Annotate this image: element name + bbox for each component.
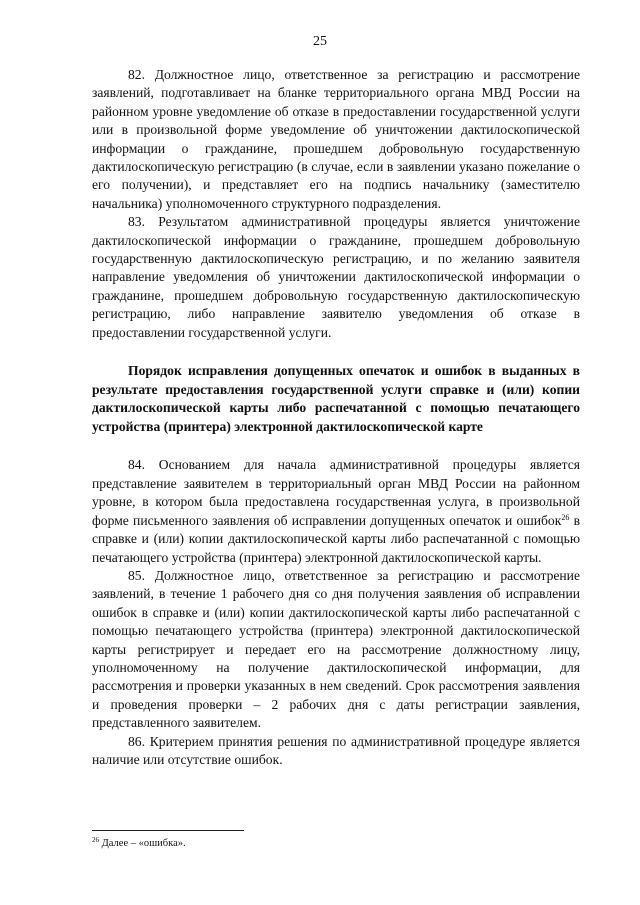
footnote-marker: 26	[92, 836, 99, 844]
footnote-separator	[92, 830, 244, 831]
paragraph-84	[92, 456, 580, 566]
paragraph-85: 85. Должностное лицо, ответственное за регистрацию и рассмотрение заявлений, в течение 1 рабочего дня со дня получения заявления об исправлении ошибок в справке и (или) копии дактилоскопической карты либо распечатанной с помощью печатающего устройства (принтера) электронной дактилоскопической карты регистрирует и передает его на рассмотрение должностному лицу, уполномоченному на получение дактилоскопической информации, для рассмотрения и проверки указанных в нем сведений. Срок рассмотрения заявления и проведения проверки – 2 рабочих дня с даты регистрации заявления, представленного заявителем.	[92, 567, 580, 731]
page-number: 25	[313, 34, 327, 49]
footnote-reference: 26	[561, 512, 570, 522]
footnote-text: Далее – «ошибка».	[99, 838, 186, 849]
paragraph-84-text-end: в справке и (или) копии дактилоскопической карты либо распечатанной с помощью печатающего устройства (принтера) электронной дактилоскопической карты.	[92, 512, 580, 565]
footnote	[92, 838, 580, 849]
paragraph-84-text-start: 84. Основанием для начала административной процедуры является представление заявителем в территориальный орган МВД России на районном уровне, в котором была предоставлена государственная услуга, в произвольной форме письменного заявления об исправлении допущенных опечаток и ошибок	[92, 457, 580, 528]
body-text	[92, 66, 580, 769]
paragraph-82: 82. Должностное лицо, ответственное за регистрацию и рассмотрение заявлений, подготавливает на бланке территориального органа МВД России на районном уровне уведомление об отказе в предоставлении государственной услуги или в произвольной форме уведомление об уничтожении дактилоскопической информации о гражданине, прошедшем добровольную государственную дактилоскопическую регистрацию (в случае, если в заявлении указано пожелание о его получении), и представляет его на подпись начальнику (заместителю начальника) уполномоченного структурного подразделения.	[92, 67, 580, 211]
section-heading: Порядок исправления допущенных опечаток и ошибок в выданных в результате предоставления государственной услуги справке и (или) копии дактилоскопической карты либо распечатанной с помощью печатающего устройства (принтера) электронной дактилоскопической карте	[92, 363, 580, 434]
paragraph-83: 83. Результатом административной процедуры является уничтожение дактилоскопической информации о гражданине, прошедшем добровольную государственную дактилоскопическую регистрацию, и по желанию заявителя направление уведомления об уничтожении дактилоскопической информации о гражданине, прошедшем добровольную государственную дактилоскопическую регистрацию, либо направление заявителю уведомления об отказе в предоставлении государственной услуги.	[92, 214, 580, 340]
paragraph-86: 86. Критерием принятия решения по административной процедуре является наличие или отсутствие ошибок.	[92, 733, 580, 767]
